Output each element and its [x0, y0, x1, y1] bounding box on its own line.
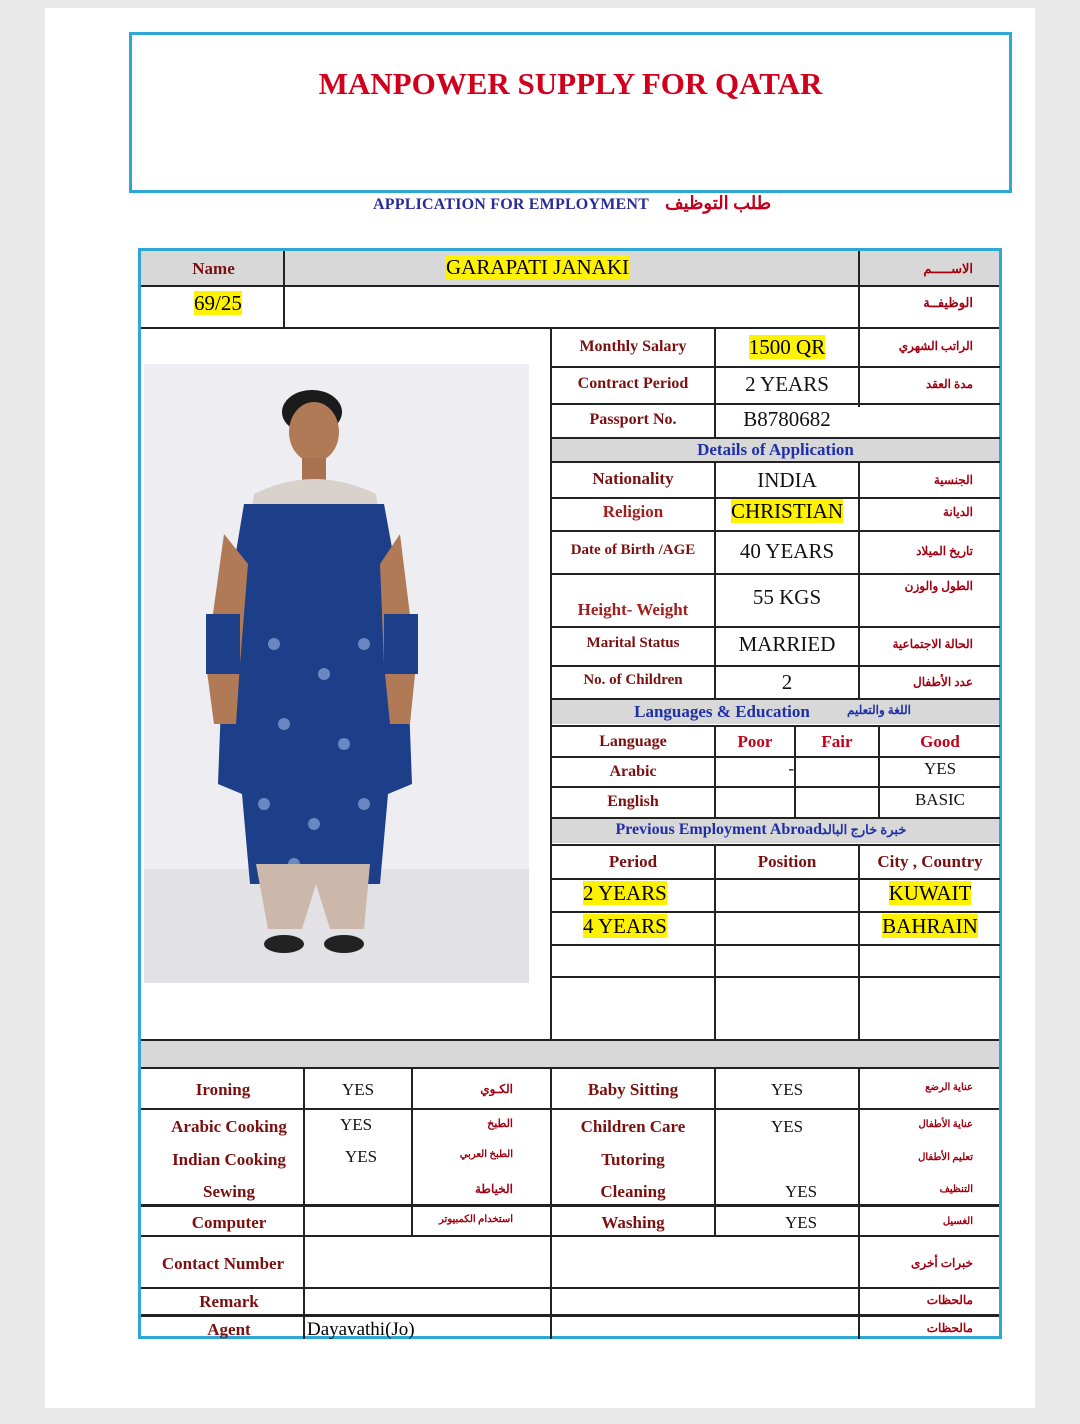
lang-header-fair: Fair [821, 732, 853, 751]
detail-label-marital: Marital Status [586, 635, 680, 651]
skill-label-cleaning: Cleaning [600, 1182, 666, 1201]
skill-ar-baby-sitting: عناية الرضع [925, 1082, 973, 1093]
section-details-of-application: Details of Application [697, 440, 854, 459]
section-previous-employment: Previous Employment Abroad [615, 821, 822, 838]
skill-ar-indian-cooking: الطبخ العربي [459, 1149, 513, 1160]
emp-row2-period: 4 YEARS [583, 914, 667, 938]
skill-value-children-care: YES [770, 1117, 804, 1136]
agent-label: Agent [207, 1320, 251, 1339]
lang-header-poor: Poor [737, 732, 773, 751]
skill-label-tutoring: Tutoring [601, 1150, 665, 1169]
lang-row-english: English [607, 793, 659, 810]
detail-ar-children: عدد الأطفال [913, 675, 973, 689]
lang-arabic-fair: - [788, 759, 794, 778]
skill-label-arabic-cooking: Arabic Cooking [171, 1117, 287, 1136]
skill-ar-washing: الغسيل [942, 1216, 973, 1227]
lang-header-good: Good [920, 732, 960, 751]
name-label: Name [192, 259, 235, 278]
skill-label-children-care: Children Care [580, 1117, 686, 1136]
detail-label-nationality: Nationality [592, 469, 674, 488]
detail-ar-religion: الديانة [942, 505, 973, 519]
detail-label-contract: Contract Period [577, 375, 689, 392]
detail-value-salary: 1500 QR [748, 335, 826, 359]
agent-arabic: مالحظات [926, 1321, 973, 1335]
remark-label: Remark [199, 1292, 259, 1311]
remark-arabic: مالحظات [926, 1293, 973, 1307]
skill-ar-cleaning: التنظيف [939, 1184, 973, 1195]
skills-separator [141, 1041, 999, 1067]
employment-arabic: خبرة خارج البالد [821, 822, 907, 837]
lang-arabic-good: YES [923, 759, 957, 778]
lang-row-arabic: Arabic [609, 763, 657, 780]
reference-number: 69/25 [194, 291, 242, 315]
detail-value-passport: B8780682 [743, 407, 831, 431]
skill-ar-sewing: الخياطة [475, 1182, 513, 1196]
person-photo-icon [144, 364, 529, 983]
skill-label-baby-sitting: Baby Sitting [587, 1080, 679, 1099]
applicant-photo [144, 364, 529, 983]
document-page [45, 8, 1035, 1408]
emp-header-period: Period [608, 852, 658, 871]
detail-value-dob: 40 YEARS [739, 539, 835, 563]
skill-value-arabic-cooking: YES [340, 1115, 373, 1134]
lang-english-good: BASIC [914, 790, 966, 809]
detail-value-marital: MARRIED [738, 632, 836, 656]
detail-ar-height-weight: الطول والوزن [904, 579, 973, 593]
header-box [129, 32, 1012, 193]
applicant-name: GARAPATI JANAKI [446, 255, 629, 279]
detail-label-salary: Monthly Salary [579, 338, 687, 355]
skill-label-washing: Washing [601, 1213, 665, 1232]
skill-value-indian-cooking: YES [345, 1147, 378, 1166]
section-languages-education: Languages & Education [634, 702, 810, 721]
detail-ar-salary: الراتب الشهري [898, 339, 973, 353]
contact-arabic: خبرات أخرى [910, 1256, 973, 1270]
skill-label-ironing: Ironing [195, 1080, 251, 1099]
detail-value-nationality: INDIA [757, 468, 817, 492]
languages-arabic: اللغة والتعليم [847, 703, 911, 717]
skill-value-baby-sitting: YES [770, 1080, 804, 1099]
skill-label-computer: Computer [191, 1213, 267, 1232]
skill-label-sewing: Sewing [203, 1182, 255, 1201]
detail-label-religion: Religion [602, 502, 664, 521]
page-title: MANPOWER SUPPLY FOR QATAR [318, 66, 823, 101]
detail-label-height-weight: Height- Weight [577, 600, 689, 619]
skill-value-ironing: YES [341, 1080, 375, 1099]
detail-value-children: 2 [781, 670, 793, 694]
detail-label-passport: Passport No. [589, 411, 677, 428]
lang-header-language: Language [599, 733, 667, 750]
name-arabic: الاســـــم [923, 261, 973, 276]
skill-ar-arabic-cooking: الطبخ [487, 1118, 513, 1130]
emp-row2-country: BAHRAIN [882, 914, 978, 938]
application-form [138, 248, 1002, 1339]
detail-ar-dob: تاريخ الميلاد [916, 544, 973, 558]
subtitle-english: APPLICATION FOR EMPLOYMENT [373, 196, 650, 213]
detail-ar-marital: الحالة الاجتماعية [892, 637, 973, 651]
skill-ar-computer: استخدام الكمبيوتر [439, 1214, 513, 1225]
emp-header-country: City , Country [877, 852, 983, 871]
detail-value-height-weight: 55 KGS [752, 585, 822, 609]
skill-ar-tutoring: تعليم الأطفال [918, 1152, 973, 1163]
detail-value-religion: CHRISTIAN [730, 499, 843, 523]
skill-ar-ironing: الكـوي [480, 1082, 513, 1096]
emp-row1-period: 2 YEARS [583, 881, 667, 905]
emp-row1-country: KUWAIT [888, 881, 972, 905]
skill-value-cleaning: YES [784, 1182, 818, 1201]
subtitle-arabic: طلب التوظيف [665, 193, 772, 213]
skill-label-indian-cooking: Indian Cooking [172, 1150, 286, 1169]
detail-ar-contract: مدة العقد [925, 377, 973, 391]
agent-value: Dayavathi(Jo) [307, 1319, 415, 1340]
emp-header-position: Position [757, 852, 817, 871]
detail-value-contract: 2 YEARS [745, 372, 829, 396]
skill-value-washing: YES [784, 1213, 818, 1232]
detail-label-dob: Date of Birth /AGE [570, 542, 696, 558]
detail-ar-nationality: الجنسية [933, 473, 973, 487]
skill-ar-children-care: عناية الأطفال [918, 1119, 973, 1130]
detail-label-children: No. of Children [583, 672, 683, 688]
job-arabic: الوظيفــة [923, 295, 973, 310]
contact-number-label: Contact Number [161, 1254, 285, 1273]
